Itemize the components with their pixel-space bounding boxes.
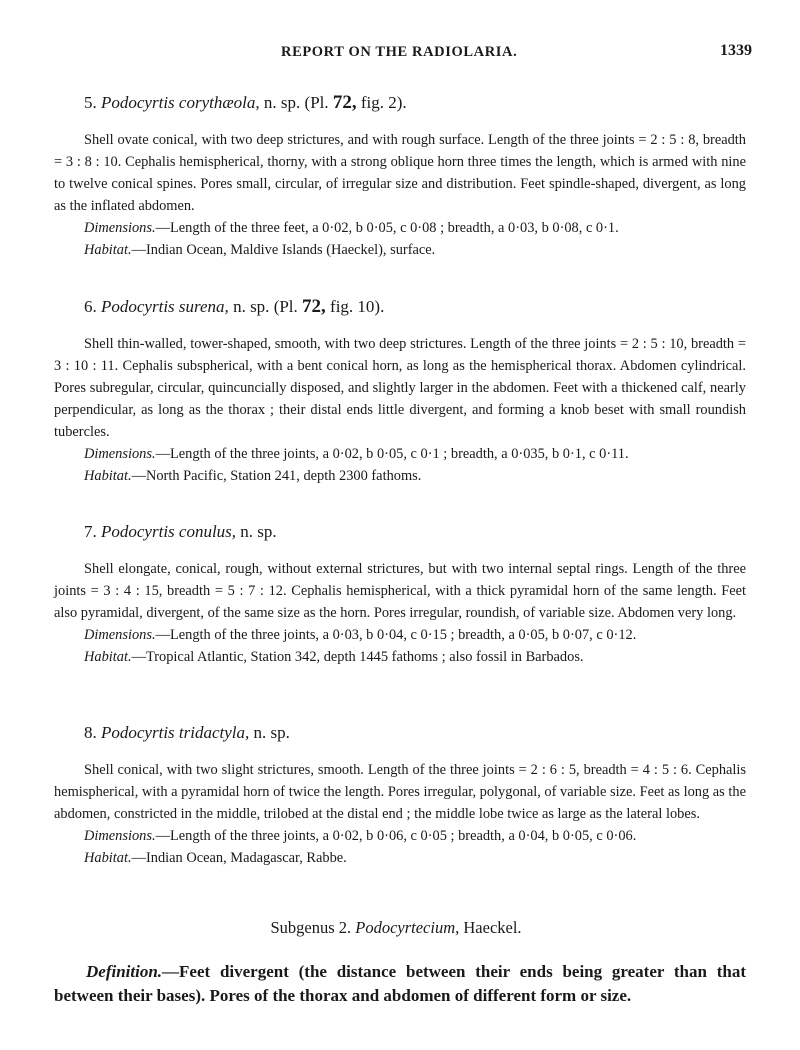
entry-body [54, 558, 746, 668]
habitat-text: —Indian Ocean, Madagascar, Rabbe. [131, 850, 347, 866]
plate-number: 72, [302, 296, 326, 317]
description: Shell ovate conical, with two deep strictures, and with rough surface. Length of the three joints = 2 : 5 : 8, breadth = 3 : 8 : 10. Cephalis hemispherical, thorny, with a strong oblique horn three times the length, which is armed with nine to twelve conical spines. Pores small, circular, of irregular size and distribution. Feet spindle-shaped, divergent, as long as the inflated abdomen. [54, 132, 746, 214]
species-entry [54, 521, 746, 668]
running-title: REPORT ON THE RADIOLARIA. [281, 44, 518, 60]
dimensions [54, 624, 746, 646]
entry-heading [84, 296, 746, 318]
habitat [54, 465, 746, 487]
species-entry [54, 722, 746, 869]
definition-label: Definition. [86, 962, 163, 981]
figure-ref: fig. 2). [360, 93, 407, 112]
genus-name: Podocyrtis [101, 522, 175, 541]
entry-heading [84, 92, 746, 114]
dimensions-text: —Length of the three joints, a 0·03, b 0·04, c 0·15 ; breadth, a 0·05, b 0·07, c 0·12. [155, 627, 637, 643]
status: n. sp. [240, 522, 277, 541]
dimensions [54, 825, 746, 847]
genus-name: Podocyrtis [101, 723, 175, 742]
habitat-label: Habitat. [84, 850, 132, 866]
species-name: surena, [178, 297, 229, 316]
definition-block [54, 960, 746, 1008]
entry-body [54, 759, 746, 869]
description: Shell thin-walled, tower-shaped, smooth, with two deep strictures. Length of the three joints = 2 : 5 : 10, breadth = 3 : 10 : 11. Cephalis subspherical, with a bent conical horn, as long as the hemispherical thorax. Abdomen cylindrical. Pores subregular, circular, quincuncially disposed, and slightly larger in the abdomen. Feet with a thickened calf, nearly perpendicular, as long as the thorax ; their distal ends little divergent, and forming a knob beset with small roundish tubercles. [54, 336, 746, 440]
species-name: corythæola, [178, 93, 260, 112]
entry-number: 6. [84, 297, 97, 316]
subgenus-heading [0, 918, 800, 938]
species-entry [54, 92, 746, 261]
running-header [0, 42, 800, 66]
entry-number: 8. [84, 723, 97, 742]
status: n. sp. [233, 297, 270, 316]
entry-number: 5. [84, 93, 97, 112]
habitat-label: Habitat. [84, 468, 132, 484]
dimensions-text: —Length of the three joints, a 0·02, b 0·05, c 0·1 ; breadth, a 0·035, b 0·1, c 0·11. [155, 446, 629, 462]
entry-body [54, 129, 746, 261]
status: n. sp. [253, 723, 290, 742]
subgenus-prefix: Subgenus 2. [270, 918, 352, 937]
habitat-text: —North Pacific, Station 241, depth 2300 fathoms. [131, 468, 422, 484]
habitat-text: —Tropical Atlantic, Station 342, depth 1445 fathoms ; also fossil in Barbados. [131, 649, 584, 665]
genus-name: Podocyrtis [101, 93, 175, 112]
page-number: 1339 [720, 42, 752, 59]
species-name: conulus, [178, 522, 237, 541]
habitat-text: —Indian Ocean, Maldive Islands (Haeckel), surface. [131, 242, 436, 258]
dimensions-label: Dimensions. [84, 220, 156, 236]
entry-body [54, 333, 746, 487]
plate-prefix: (Pl. [304, 93, 329, 112]
figure-ref: fig. 10). [330, 297, 385, 316]
species-entry [54, 296, 746, 487]
dimensions-text: —Length of the three joints, a 0·02, b 0·06, c 0·05 ; breadth, a 0·04, b 0·05, c 0·06. [155, 828, 637, 844]
subgenus-author: Haeckel. [463, 918, 522, 937]
plate-number: 72, [332, 92, 357, 113]
dimensions-label: Dimensions. [84, 828, 156, 844]
entry-number: 7. [84, 522, 97, 541]
entry-heading [84, 521, 746, 543]
definition-text [54, 960, 746, 1008]
habitat-label: Habitat. [84, 649, 132, 665]
dimensions [54, 443, 746, 465]
status: n. sp. [263, 93, 301, 112]
habitat-label: Habitat. [84, 242, 132, 258]
dimensions-label: Dimensions. [84, 446, 156, 462]
dimensions-label: Dimensions. [84, 627, 156, 643]
dimensions-text: —Length of the three feet, a 0·02, b 0·05, c 0·08 ; breadth, a 0·03, b 0·08, c 0·1. [155, 220, 619, 236]
habitat [54, 239, 746, 261]
genus-name: Podocyrtis [101, 297, 175, 316]
subgenus-name: Podocyrtecium, [355, 918, 460, 937]
species-name: tridactyla, [178, 723, 250, 742]
habitat [54, 847, 746, 869]
description: Shell conical, with two slight strictures, smooth. Length of the three joints = 2 : 6 : 5, breadth = 4 : 5 : 6. Cephalis hemispherical, with a pyramidal horn of twice the length. Pores irregular, polygonal, of variable size. Feet as long as the abdomen, constricted in the middle, trilobed at the distal end ; the middle lobe twice as large as the lateral lobes. [54, 762, 746, 822]
habitat [54, 646, 746, 668]
dimensions [54, 217, 746, 239]
plate-prefix: (Pl. [273, 297, 298, 316]
description: Shell elongate, conical, rough, without external strictures, but with two internal septal rings. Length of the three joints = 3 : 4 : 15, breadth = 5 : 7 : 12. Cephalis hemispherical, with a thick pyramidal horn of the same length. Feet also pyramidal, divergent, of the same size as the horn. Pores irregular, roundish, of variable size. Abdomen very long. [54, 561, 746, 621]
entry-heading [84, 722, 746, 744]
definition-body: —Feet divergent (the distance between their ends being greater than that between their bases). Pores of the thorax and abdomen of different form or size. [54, 962, 746, 1005]
